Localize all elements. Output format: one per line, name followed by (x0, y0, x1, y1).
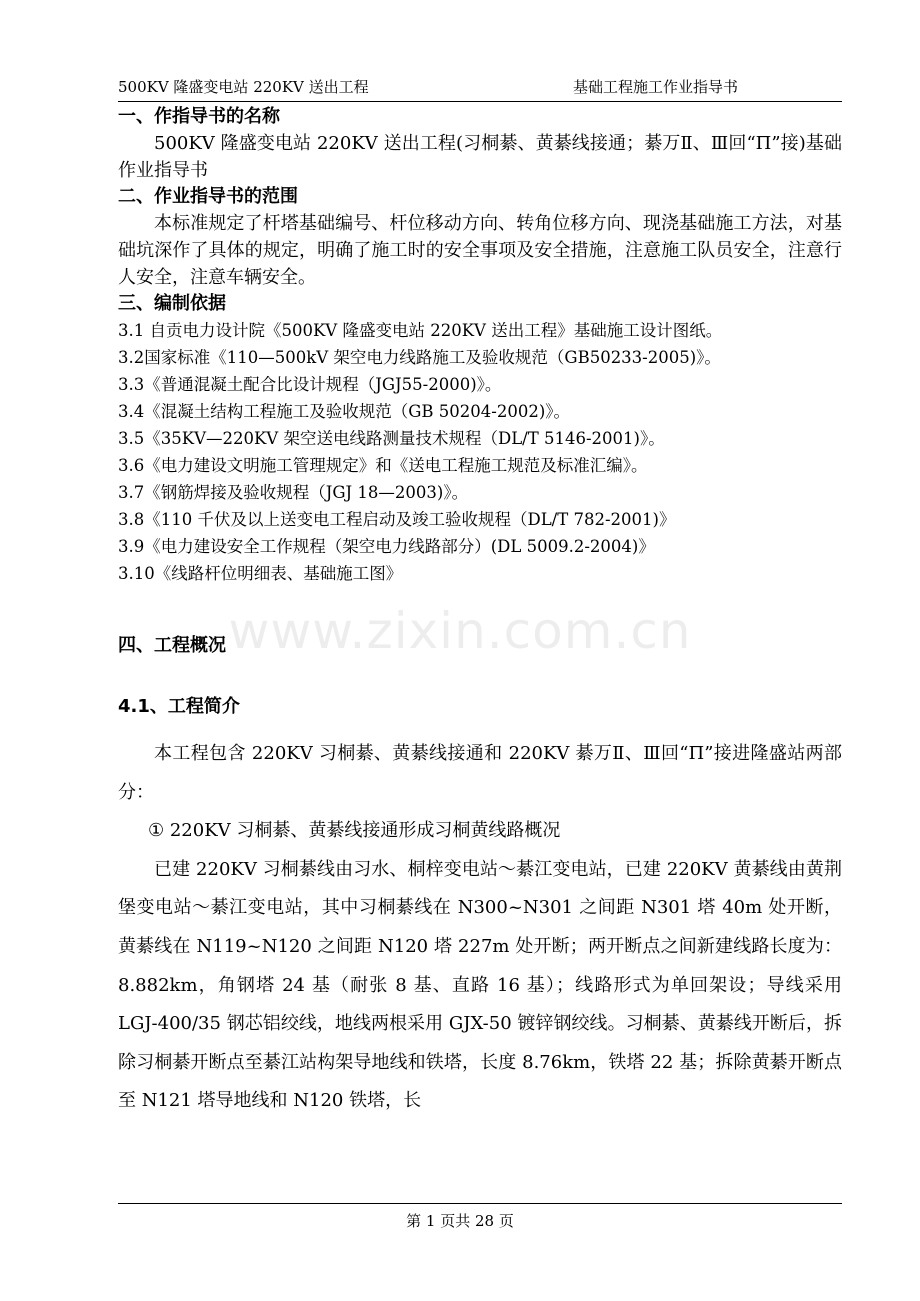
footer-divider (118, 1203, 842, 1204)
header-project-title: 500KV 隆盛变电站 220KV 送出工程 (118, 78, 369, 96)
header-divider (118, 101, 842, 102)
reference-item: 3.7《钢筋焊接及验收规程（JGJ 18—2003)》。 (118, 483, 469, 502)
reference-item: 3.10《线路杆位明细表、基础施工图》 (118, 564, 403, 583)
section-2-heading: 二、作业指导书的范围 (118, 186, 298, 207)
reference-item: 3.4《混凝土结构工程施工及验收规范（GB 50204-2002)》。 (118, 402, 571, 421)
watermark: www.zixin.com.cn (228, 602, 692, 660)
project-item-1: ① 220KV 习桐綦、黄綦线接通形成习桐黄线路概况 (148, 820, 561, 842)
project-detail-paragraph: 已建 220KV 习桐綦线由习水、桐梓变电站～綦江变电站，已建 220KV 黄綦线由黄荆堡变电站～綦江变电站，其中习桐綦线在 N300~N301 之间距 N301 塔 40m 处开断，黄綦线在 N119~N120 之间距 N120 塔 227m 处开断；两开断点之间新建线路长度为：8.882km，角钢塔 24 基（耐张 8 基、直路 16 基）；线路形式为单回架设；导线采用 LGJ-400/35 钢芯铝绞线，地线两根采用 GJX-50 镀锌钢绞线。习桐綦、黄綦线开断后，拆除习桐綦开断点至綦江站构架导地线和铁塔，长度 8.76km，铁塔 22 基；拆除黄綦开断点至 N121 塔导地线和 N120 铁塔，长 (118, 858, 842, 1112)
reference-item: 3.6《电力建设文明施工管理规定》和《送电工程施工规范及标准汇编》。 (118, 456, 648, 475)
reference-item: 3.5《35KV—220KV 架空送电线路测量技术规程（DL/T 5146-2001)》。 (118, 429, 665, 448)
document-body-lower (118, 735, 842, 1121)
section-3-heading: 三、编制依据 (118, 293, 226, 314)
reference-item: 3.2国家标准《110—500kV 架空电力线路施工及验收规范（GB50233-2005)》。 (118, 348, 721, 367)
reference-item: 3.8《110 千伏及以上送变电工程启动及竣工验收规程（DL/T 782-2001)》 (118, 510, 676, 529)
page-number: 第 1 页共 28 页 (406, 1212, 514, 1230)
reference-item: 3.3《普通混凝土配合比设计规程（JGJ55-2000)》。 (118, 375, 502, 394)
page-header (118, 76, 842, 100)
header-doc-title: 基础工程施工作业指导书 (573, 78, 739, 96)
section-1-text: 500KV 隆盛变电站 220KV 送出工程(习桐綦、黄綦线接通；綦万Ⅱ、Ⅲ回“Π”接)基础作业指导书 (118, 133, 842, 181)
section-1-heading: 一、作指导书的名称 (118, 106, 280, 127)
section-4-heading: 四、工程概况 (118, 635, 226, 656)
project-intro-paragraph: 本工程包含 220KV 习桐綦、黄綦线接通和 220KV 綦万Ⅱ、Ⅲ回“Π”接进隆盛站两部分： (118, 743, 842, 803)
reference-list (118, 317, 842, 587)
document-body-upper (118, 104, 842, 587)
section-4-1-heading: 4.1、工程简介 (118, 696, 240, 717)
reference-item: 3.9《电力建设安全工作规程（架空电力线路部分）(DL 5009.2-2004)》 (118, 537, 655, 556)
section-2-text: 本标准规定了杆塔基础编号、杆位移动方向、转角位移方向、现浇基础施工方法，对基础坑深作了具体的规定，明确了施工时的安全事项及安全措施，注意施工队员安全，注意行人安全，注意车辆安全。 (118, 213, 842, 288)
reference-item: 3.1 自贡电力设计院《500KV 隆盛变电站 220KV 送出工程》基础施工设计图纸。 (118, 321, 723, 340)
